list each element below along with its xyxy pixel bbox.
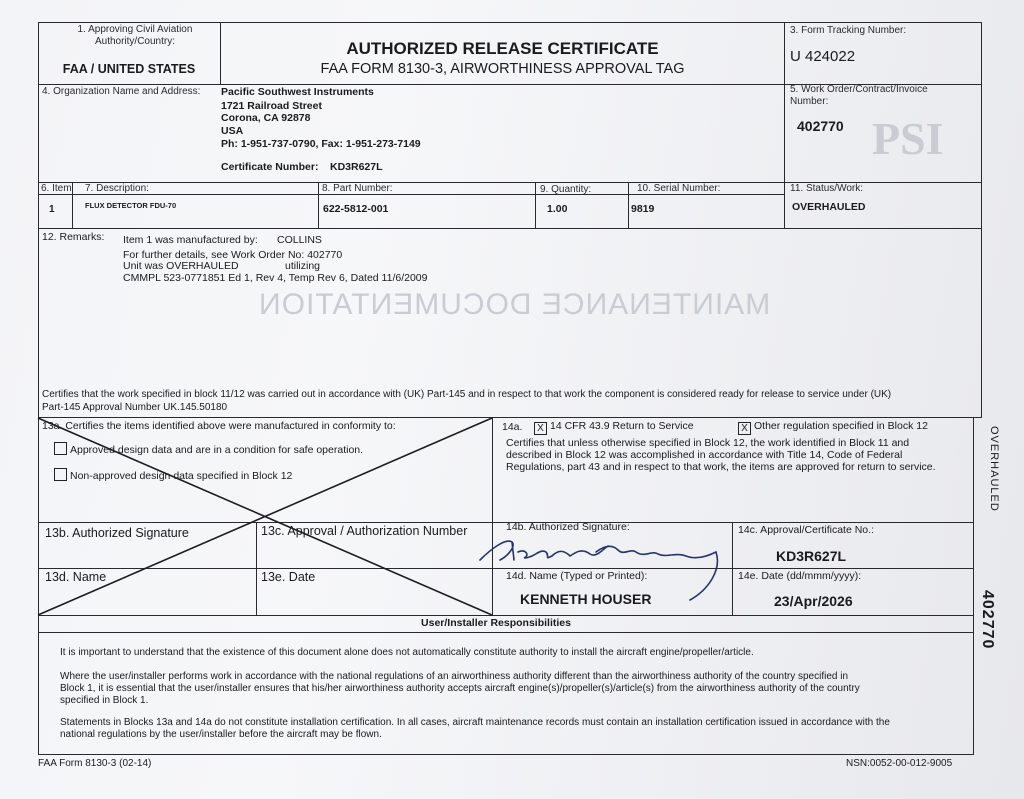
user-para3-line2: national regulations by the user/installer before the aircraft may be flown.: [60, 729, 382, 740]
remarks-line4: CMMPL 523-0771851 Ed 1, Rev 4, Temp Rev 6, Dated 11/6/2009: [123, 272, 428, 284]
block5-label: 5. Work Order/Contract/Invoice Number:: [790, 84, 928, 107]
part145-cert-line2: Part-145 Approval Number UK.145.50180: [42, 402, 228, 413]
org-name: Pacific Southwest Instruments: [221, 86, 374, 98]
user-para2-line3: specified in Block 1.: [60, 695, 149, 706]
description-label: 7. Description:: [85, 183, 149, 194]
user-para2-line1: Where the user/installer performs work in accordance with the national regulations of an airworthiness authority different than the airworthiness authority of the country specified in: [60, 671, 849, 682]
remarks-line1: Item 1 was manufactured by:: [123, 234, 258, 246]
block3-label: 3. Form Tracking Number:: [790, 25, 907, 36]
block14a-text3: Regulations, part 43 and in respect to that work, the items are approved for return to service.: [506, 461, 936, 473]
nsn-number: NSN:0052-00-012-9005: [846, 758, 953, 769]
block14a-prefix: 14a.: [502, 421, 523, 433]
serial-number: 9819: [631, 203, 655, 215]
user-para1: It is important to understand that the existence of this document alone does not automatically constitute authority to install the aircraft engine/propeller/article.: [60, 647, 754, 658]
org-cert-number: KD3R627L: [330, 161, 383, 173]
part-number-label: 8. Part Number:: [322, 183, 393, 194]
block13c-label: 13c. Approval / Authorization Number: [261, 524, 468, 538]
status-value: OVERHAULED: [792, 201, 866, 213]
org-country: USA: [221, 125, 244, 137]
block13e-label: 13e. Date: [261, 570, 316, 584]
form-title: AUTHORIZED RELEASE CERTIFICATE: [346, 39, 659, 58]
quantity-label: 9. Quantity:: [540, 184, 592, 195]
remarks-line2: For further details, see Work Order No: 402770: [123, 249, 343, 261]
status-label: 11. Status/Work:: [790, 183, 863, 194]
block13b-label: 13b. Authorized Signature: [45, 526, 189, 540]
part145-cert-line1: Certifies that the work specified in block 11/12 was carried out in accordance with (UK) Part-145 and in respect to that work the component is considered ready for release to service under (UK): [42, 389, 892, 400]
part-number: 622-5812-001: [323, 203, 389, 215]
remarks-label: 12. Remarks:: [42, 231, 105, 243]
user-para3-line1: Statements in Blocks 13a and 14a do not constitute installation certification. In all cases, aircraft maintenance records must contain an installation certification issued in accordance with the: [60, 717, 890, 728]
block14b-label: 14b. Authorized Signature:: [506, 521, 630, 533]
signer-name: KENNETH HOUSER: [520, 591, 652, 607]
block14c-label: 14c. Approval/Certificate No.:: [738, 524, 874, 536]
block14a-text1: Certifies that unless otherwise specified in Block 12, the work identified in Block 11 and: [506, 437, 910, 449]
other-regulation-label: Other regulation specified in Block 12: [754, 420, 928, 432]
approval-certificate-number: KD3R627L: [776, 548, 847, 564]
remarks-line3-tail: utilizing: [285, 260, 321, 272]
other-regulation-checkbox[interactable]: X: [738, 422, 751, 435]
signature-scribble: [480, 541, 717, 600]
side-status-text: OVERHAULED: [988, 426, 1000, 512]
work-order-number: 402770: [797, 118, 844, 134]
org-street: 1721 Railroad Street: [221, 100, 322, 112]
form-subtitle: FAA FORM 8130-3, AIRWORTHINESS APPROVAL TAG: [320, 61, 685, 77]
org-cert-label: Certificate Number:: [221, 161, 319, 173]
org-phone: Ph: 1-951-737-0790, Fax: 1-951-273-7149: [221, 138, 421, 150]
form-tracking-number: U 424022: [790, 48, 856, 65]
cfr-43-9-label: 14 CFR 43.9 Return to Service: [550, 420, 694, 432]
approved-option-label: Approved design data and are in a condition for safe operation.: [70, 444, 364, 456]
watermark-heading: MAINTENANCE DOCUMENTATION: [258, 288, 771, 321]
block14e-label: 14e. Date (dd/mmm/yyyy):: [738, 570, 862, 582]
cfr-43-9-checkbox[interactable]: X: [534, 422, 547, 435]
watermark-logo: PSI: [872, 113, 944, 164]
item-number: 1: [49, 204, 55, 215]
user-para2-line2: Block 1, it is essential that the user/installer ensures that his/her airworthiness authority accepts aircraft engine(s)/propeller(s)/article(s) from the airworthiness authority of the country: [60, 683, 860, 694]
release-date: 23/Apr/2026: [774, 593, 853, 609]
block13a-label: 13a. Certifies the items identified above were manufactured in conformity to:: [42, 420, 396, 432]
nonapproved-option-label: Non-approved design data specified in Block 12: [70, 470, 293, 482]
item-description: FLUX DETECTOR FDU-70: [85, 201, 177, 210]
block4-label: 4. Organization Name and Address:: [42, 86, 201, 97]
block1-label: 1. Approving Civil Aviation Authority/Country:: [77, 24, 193, 47]
org-city: Corona, CA 92878: [221, 112, 311, 124]
block14a-text2: described in Block 12 was accomplished in accordance with Title 14, Code of Federal: [506, 449, 903, 461]
item-label: 6. Item: [41, 183, 72, 194]
block14d-label: 14d. Name (Typed or Printed):: [506, 570, 648, 582]
remarks-line3: Unit was OVERHAULED: [123, 260, 239, 272]
quantity-value: 1.00: [547, 203, 568, 215]
authority-country: FAA / UNITED STATES: [62, 62, 196, 76]
form-revision: FAA Form 8130-3 (02-14): [38, 758, 152, 769]
user-installer-heading: User/Installer Responsibilities: [421, 617, 571, 629]
serial-label: 10. Serial Number:: [637, 183, 721, 194]
manufacturer-name: COLLINS: [277, 234, 322, 246]
block13d-label: 13d. Name: [45, 570, 107, 584]
side-number-text: 402770: [979, 590, 996, 650]
